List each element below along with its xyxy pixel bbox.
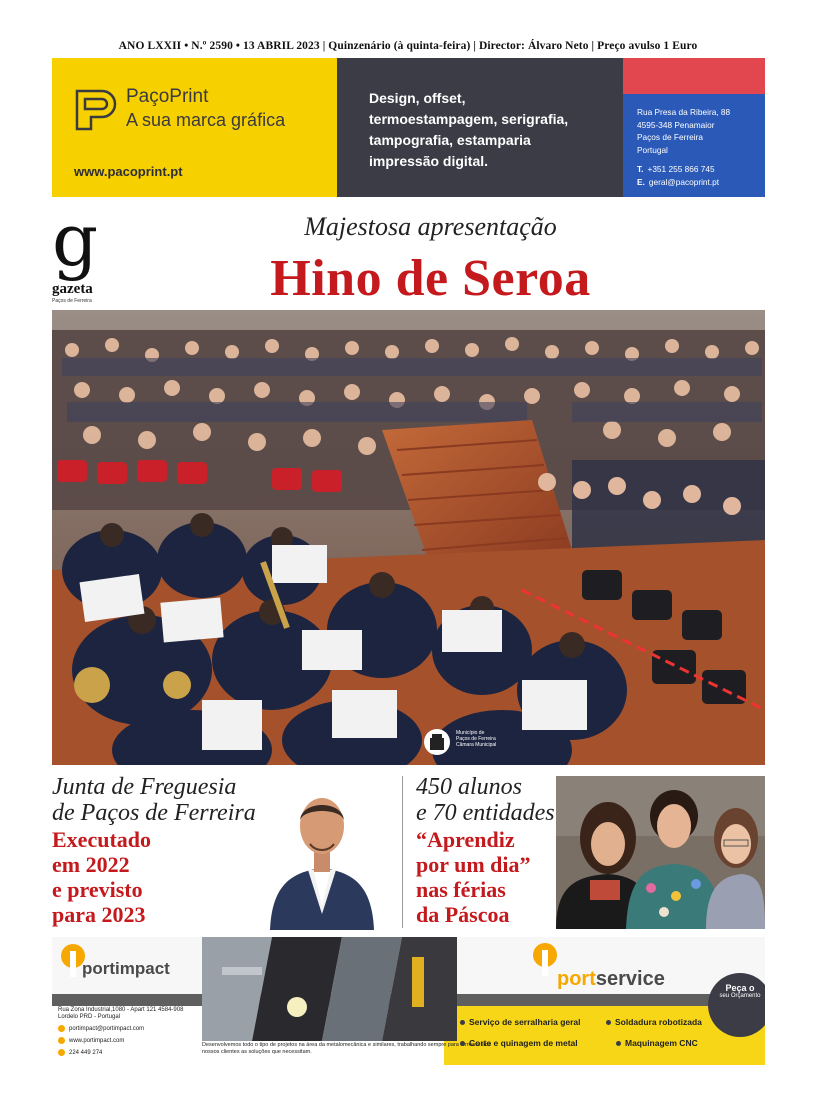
students-photo-illustration: [556, 776, 765, 929]
ad-brand: PaçoPrint: [126, 86, 209, 107]
service-item: Soldadura robotizada: [606, 1017, 702, 1027]
ad-tagline: A sua marca gráfica: [126, 110, 286, 130]
phone-label: T.: [637, 164, 644, 174]
students-photo[interactable]: [556, 776, 765, 929]
email-label: E.: [637, 176, 645, 187]
portimpact-email[interactable]: portimpact@portimpact.com: [58, 1025, 144, 1032]
service-item: Maquinagem CNC: [616, 1038, 698, 1048]
logo-letter: g: [52, 198, 99, 282]
portimpact-address: Rua Zona Industrial,1080 - Apart 121 4584-908 Lordelo PRD - Portugal: [58, 1007, 184, 1020]
portservice-pin-icon: [532, 942, 558, 982]
portimpact-portservice-ad[interactable]: [52, 937, 765, 1065]
web-icon: [58, 1037, 65, 1044]
logo-word: gazeta: [52, 281, 93, 297]
logo-sub: Paços de Ferreira: [52, 298, 92, 304]
cover-kicker: Majestosa apresentação: [304, 212, 557, 241]
ad-phone[interactable]: +351 255 866 745: [647, 164, 715, 174]
ad-yellow-panel: [52, 58, 337, 197]
story-left-headline[interactable]: Executado em 2022 e previsto para 2023: [52, 827, 151, 927]
ad-services: Design, offset, termoestampagem, serigrafia, tampografia, estamparia impressão digital.: [369, 90, 569, 169]
portservice-name: portservice: [557, 968, 665, 990]
pacoprint-logo-icon: [74, 88, 118, 132]
ad-url-link[interactable]: www.pacoprint.pt: [74, 164, 183, 179]
phone-icon: [58, 1049, 65, 1056]
portimpact-description: Desenvolvemos todo o tipo de projetos na área da metalomecânica e similares, trabalhando sempre para fornecer aos nossos clientes as soluções que necessitam.: [202, 1042, 491, 1055]
cover-headline[interactable]: Hino de Seroa: [270, 250, 591, 307]
story-divider: [402, 776, 403, 928]
concert-photo-illustration: [52, 310, 765, 765]
ad-contact-panel: [623, 94, 765, 197]
story-right-kicker: 450 alunos e 70 entidades: [416, 774, 555, 826]
ad-address: Rua Presa da Ribeira, 88 4595-348 Penamaior Paços de Ferreira Portugal: [637, 107, 731, 155]
photo-credit: Município de Paços de Ferreira Câmara Municipal: [456, 730, 497, 748]
factory-collage: [202, 937, 457, 1041]
portimpact-web[interactable]: www.portimpact.com: [58, 1037, 124, 1044]
email-icon: [58, 1025, 65, 1032]
municipality-logo-icon: [422, 728, 452, 756]
president-portrait[interactable]: [262, 774, 382, 930]
masthead-info: ANO LXXII • N.º 2590 • 13 ABRIL 2023 | Quinzenário (à quinta-feira) | Director: Álvaro Neto | Preço avulso 1 Euro: [118, 40, 698, 52]
ad-phone-email: [637, 163, 719, 188]
quote-request-text: Peça o seu Orçamento: [719, 983, 761, 999]
service-item: Serviço de serralharia geral: [460, 1017, 581, 1027]
story-right-headline[interactable]: “Aprendiz por um dia” nas férias da Páscoa: [416, 827, 531, 927]
pacoprint-ad[interactable]: [52, 58, 765, 197]
ad-red-strip: [623, 58, 765, 94]
story-left-kicker: Junta de Freguesia de Paços de Ferreira: [52, 774, 256, 826]
quote-request-badge[interactable]: [708, 973, 765, 1037]
ad-email[interactable]: geral@pacoprint.pt: [648, 176, 720, 187]
portimpact-phone[interactable]: 224 449 274: [58, 1049, 102, 1056]
ad-dark-panel: [337, 58, 623, 197]
concert-photo[interactable]: [52, 310, 765, 765]
service-item: Corte e quinagem de metal: [460, 1038, 578, 1048]
portimpact-name: portimpact: [82, 959, 170, 978]
